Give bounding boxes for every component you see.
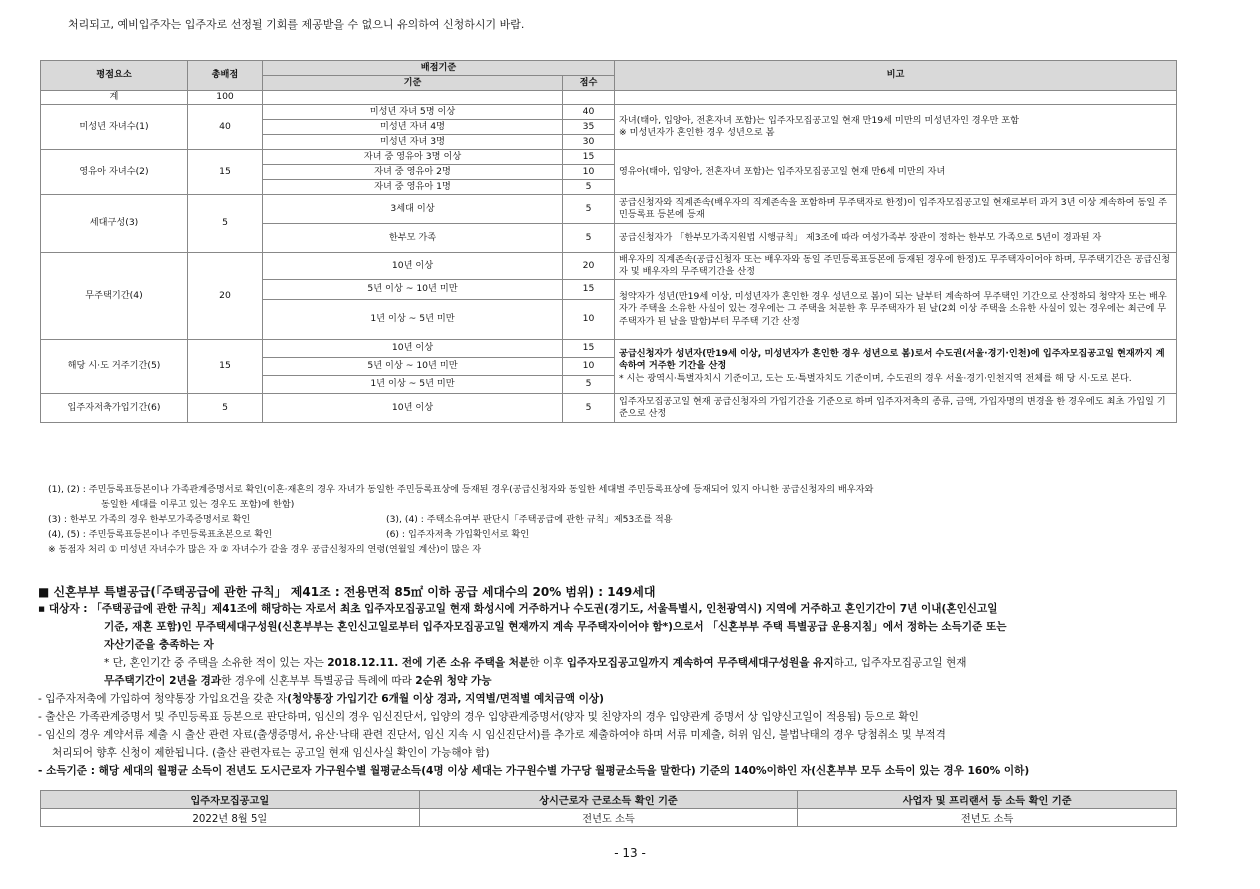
table-cell: 한부모 가족 xyxy=(263,224,563,253)
page-number: - 13 - xyxy=(614,846,646,860)
infant-label: 영유아 자녀수(2) xyxy=(41,150,188,195)
table-cell: 5 xyxy=(563,394,615,423)
table-cell: 15 xyxy=(563,340,615,358)
table-cell: 10 xyxy=(563,300,615,340)
table-cell: 미성년 자녀 4명 xyxy=(263,120,563,135)
table-cell: 30 xyxy=(563,135,615,150)
dash2-text: - 출산은 가족관계증명서 및 주민등록표 등본으로 판단하며, 임신의 경우 임신진단서, 입양의 경우 입양관계증명서(양자 및 친양자의 경우 입양관계 증명서 상 입양신고일이 적용됨) 등으로 확인 xyxy=(38,711,919,723)
section-body xyxy=(38,600,1188,780)
table-cell: 1년 이상 ~ 5년 미만 xyxy=(263,376,563,394)
star-text-b: 2018.12.11. 전에 기존 소유 주택을 처분 xyxy=(327,657,530,669)
table-cell: 미성년 자녀 5명 이상 xyxy=(263,105,563,120)
table-cell: 5 xyxy=(563,224,615,253)
scoring-table xyxy=(40,60,1177,423)
minor-remark-2: ※ 미성년자가 혼인한 경우 성년으로 봄 xyxy=(619,127,775,138)
residence-remark xyxy=(615,340,1177,394)
table-cell: 자녀 중 영유아 1명 xyxy=(263,180,563,195)
header-criteria-group: 배점기준 xyxy=(263,61,615,76)
household-remark-2: 공급신청자가 「한부모가족지원법 시행규칙」 제3조에 따라 여성가족부 장관이 정하는 한부모 가족으로 5년이 경과된 자 xyxy=(615,224,1177,253)
infant-total: 15 xyxy=(188,150,263,195)
table-cell: 자녀 중 영유아 3명 이상 xyxy=(263,150,563,165)
table-cell: 5년 이상 ~ 10년 미만 xyxy=(263,280,563,300)
table-cell: 10 xyxy=(563,358,615,376)
income-header-3: 사업자 및 프리랜서 등 소득 확인 기준 xyxy=(798,791,1177,809)
residence-total: 15 xyxy=(188,340,263,394)
footnote-line-4b: (6) : 입주자저축 가입확인서로 확인 xyxy=(386,529,530,540)
target-line-3: 자산기준을 충족하는 자 xyxy=(104,639,214,651)
household-label: 세대구성(3) xyxy=(41,195,188,253)
dash1-text-b: (청약통장 가입기간 6개월 이상 경과, 지역별/면적별 예치금액 이상) xyxy=(287,693,605,705)
income-cell-3: 전년도 소득 xyxy=(798,809,1177,827)
homeless-remark-2: 청약자가 성년(만19세 이상, 미성년자가 혼인한 경우 성년으로 봄)이 되는 날부터 계속하여 무주택인 기간으로 산정하되 청약자 또는 배우자가 주택을 소유한 사실이 있는 경우에는 그 주택을 처분한 후 무주택자가 된 날(2회 이상 주택을 소유한 사실이 있는 경우에는 최근에 무주택자가 된 날을 말함)부터 무주택 기간 산정 xyxy=(615,280,1177,340)
footnote-line-4a: (4), (5) : 주민등록표등본이나 주민등록표초본으로 확인 xyxy=(48,529,273,540)
income-table xyxy=(40,790,1177,827)
table-cell: 5 xyxy=(563,376,615,394)
table-cell: 20 xyxy=(563,253,615,280)
minor-remark xyxy=(615,105,1177,150)
star2-text-b: 한 경우에 신혼부부 특별공급 특례에 따라 xyxy=(221,675,416,687)
footnote-line-3a: (3) : 한부모 가족의 경우 한부모가족증명서로 확인 xyxy=(48,514,251,525)
footnotes xyxy=(48,482,873,557)
homeless-label: 무주택기간(4) xyxy=(41,253,188,340)
footnote-line-1: (1), (2) : 주민등록표등본이나 가족관계증명서로 확인(이혼·재혼의 경우 자녀가 동일한 주민등록표상에 등재된 경우(공급신청자와 동일한 세대별 주민등록표상에 등재되어 있지 아니한 공급신청자의 배우자와 xyxy=(48,484,874,495)
dash3-text-1: - 임신의 경우 계약서류 제출 시 출산 관련 자료(출생증명서, 유산·낙태 관련 진단서, 임신 지속 시 임신진단서)를 추가로 제출하여야 하며 서류 미제출, 허위 임신, 불법낙태의 경우 당첨취소 및 부적격 xyxy=(38,729,946,741)
table-cell: 5년 이상 ~ 10년 미만 xyxy=(263,358,563,376)
star-text-d: 입주자모집공고일까지 계속하여 무주택세대구성원을 유지 xyxy=(566,657,834,669)
income-header-1: 입주자모집공고일 xyxy=(41,791,420,809)
header-remark: 비고 xyxy=(615,61,1177,91)
table-cell: 10년 이상 xyxy=(263,340,563,358)
star2-text-c: 2순위 청약 가능 xyxy=(415,675,492,687)
table-cell: 5 xyxy=(563,195,615,224)
table-cell: 3세대 이상 xyxy=(263,195,563,224)
savings-label: 입주자저축가입기간(6) xyxy=(41,394,188,423)
household-total: 5 xyxy=(188,195,263,253)
star-text-a: * 단, 혼인기간 중 주택을 소유한 적이 있는 자는 xyxy=(104,657,328,669)
minor-total: 40 xyxy=(188,105,263,150)
star-text-c: 한 이후 xyxy=(529,657,567,669)
table-cell: 1년 이상 ~ 5년 미만 xyxy=(263,300,563,340)
header-element: 평점요소 xyxy=(41,61,188,91)
star-text-e: 하고, 입주자모집공고일 현재 xyxy=(833,657,967,669)
section-title: ■ 신혼부부 특별공급(「주택공급에 관한 규칙」 제41조 : 전용면적 85㎡ 이하 공급 세대수의 20% 범위) : 149세대 xyxy=(38,585,656,599)
header-criteria: 기준 xyxy=(263,76,563,91)
total-label: 계 xyxy=(41,91,188,105)
residence-remark-note: * 시는 광역시·특별자치시 기준이고, 도는 도·특별자치도 기준이며, 수도권의 경우 서울·경기·인천지역 전체를 해 당 시·도로 본다. xyxy=(619,372,1132,384)
table-cell: 10년 이상 xyxy=(263,253,563,280)
header-total: 총배점 xyxy=(188,61,263,91)
savings-total: 5 xyxy=(188,394,263,423)
homeless-total: 20 xyxy=(188,253,263,340)
star2-text-a: 무주택기간이 2년을 경과 xyxy=(104,675,222,687)
total-score: 100 xyxy=(188,91,263,105)
residence-label: 해당 시·도 거주기간(5) xyxy=(41,340,188,394)
minor-label: 미성년 자녀수(1) xyxy=(41,105,188,150)
footnote-line-3b: (3), (4) : 주택소유여부 판단시「주택공급에 관한 규칙」제53조를 적용 xyxy=(386,514,673,525)
header-score: 점수 xyxy=(563,76,615,91)
table-cell: 자녀 중 영유아 2명 xyxy=(263,165,563,180)
income-cell-1: 2022년 8월 5일 xyxy=(41,809,420,827)
table-cell: 미성년 자녀 3명 xyxy=(263,135,563,150)
income-cell-2: 전년도 소득 xyxy=(419,809,798,827)
footnote-line-5: ※ 동점자 처리 ① 미성년 자녀수가 많은 자 ② 자녀수가 같을 경우 공급신청자의 연령(연월일 계산)이 많은 자 xyxy=(48,544,482,555)
table-cell: 40 xyxy=(563,105,615,120)
table-cell: 15 xyxy=(563,280,615,300)
income-header-2: 상시근로자 근로소득 확인 기준 xyxy=(419,791,798,809)
table-cell: 15 xyxy=(563,150,615,165)
footnote-line-2: 동일한 세대를 이루고 있는 경우도 포함)에 한함) xyxy=(101,499,295,510)
residence-remark-bold: 공급신청자가 성년자(만19세 이상, 미성년자가 혼인한 경우 성년으로 봄)로서 수도권(서울·경기·인천)에 입주자모집공고일 현재까지 계속하여 거주한 기간을 산정 xyxy=(619,347,1165,372)
table-cell: 10년 이상 xyxy=(263,394,563,423)
dash1-text-a: - 입주자저축에 가입하여 청약통장 가입요건을 갖춘 자 xyxy=(38,693,288,705)
target-label: ▪ 대상자 : xyxy=(38,603,92,615)
intro-text: 처리되고, 예비입주자는 입주자로 선정될 기회를 제공받을 수 없으니 유의하여 신청하시기 바람. xyxy=(68,18,525,31)
minor-remark-1: 자녀(태아, 입양아, 전혼자녀 포함)는 입주자모집공고일 현재 만19세 미만의 미성년자인 경우만 포함 xyxy=(619,114,1020,126)
table-cell: 10 xyxy=(563,165,615,180)
table-cell: 5 xyxy=(563,180,615,195)
target-line-1: 「주택공급에 관한 규칙」제41조에 해당하는 자로서 최초 입주자모집공고일 현재 화성시에 거주하거나 수도권(경기도, 서울특별시, 인천광역시) 지역에 거주하고 혼인기간이 7년 이내(혼인신고일 xyxy=(91,603,998,615)
dash3-text-2: 처리되어 향후 신청이 제한됩니다. (출산 관련자료는 공고일 현재 임신사실 확인이 가능해야 함) xyxy=(52,747,490,759)
target-line-2: 기준, 재혼 포함)인 무주택세대구성원(신혼부부는 혼인신고일로부터 입주자모집공고일 현재까지 계속 무주택자이어야 함*)으로서 「신혼부부 주택 특별공급 운용지침」에서 정하는 소득기준 또는 xyxy=(104,621,1007,633)
homeless-remark-1: 배우자의 직계존속(공급신청자 또는 배우자와 동일 주민등록표등본에 등재된 경우에 한정)도 무주택자이어야 하며, 무주택기간은 공급신청자 및 배우자의 무주택기간을 산정 xyxy=(615,253,1177,280)
table-cell: 35 xyxy=(563,120,615,135)
savings-remark: 입주자모집공고일 현재 공급신청자의 가입기간을 기준으로 하며 입주자저축의 종류, 금액, 가입자명의 변경을 한 경우에도 최초 가입일 기준으로 산정 xyxy=(615,394,1177,423)
income-text: - 소득기준 : 해당 세대의 월평균 소득이 전년도 도시근로자 가구원수별 월평균소득(4명 이상 세대는 가구원수별 가구당 월평균소득을 말한다) 기준의 140%이하인 자(신혼부부 모두 소득이 있는 경우 160% 이하) xyxy=(38,765,1030,777)
infant-remark: 영유아(태아, 입양아, 전혼자녀 포함)는 입주자모집공고일 현재 만6세 미만의 자녀 xyxy=(615,150,1177,195)
household-remark-1: 공급신청자와 직계존속(배우자의 직계존속을 포함하며 무주택자로 한정)이 입주자모집공고일 현재로부터 과거 3년 이상 계속하여 동일 주민등록표 등본에 등재 xyxy=(615,195,1177,224)
